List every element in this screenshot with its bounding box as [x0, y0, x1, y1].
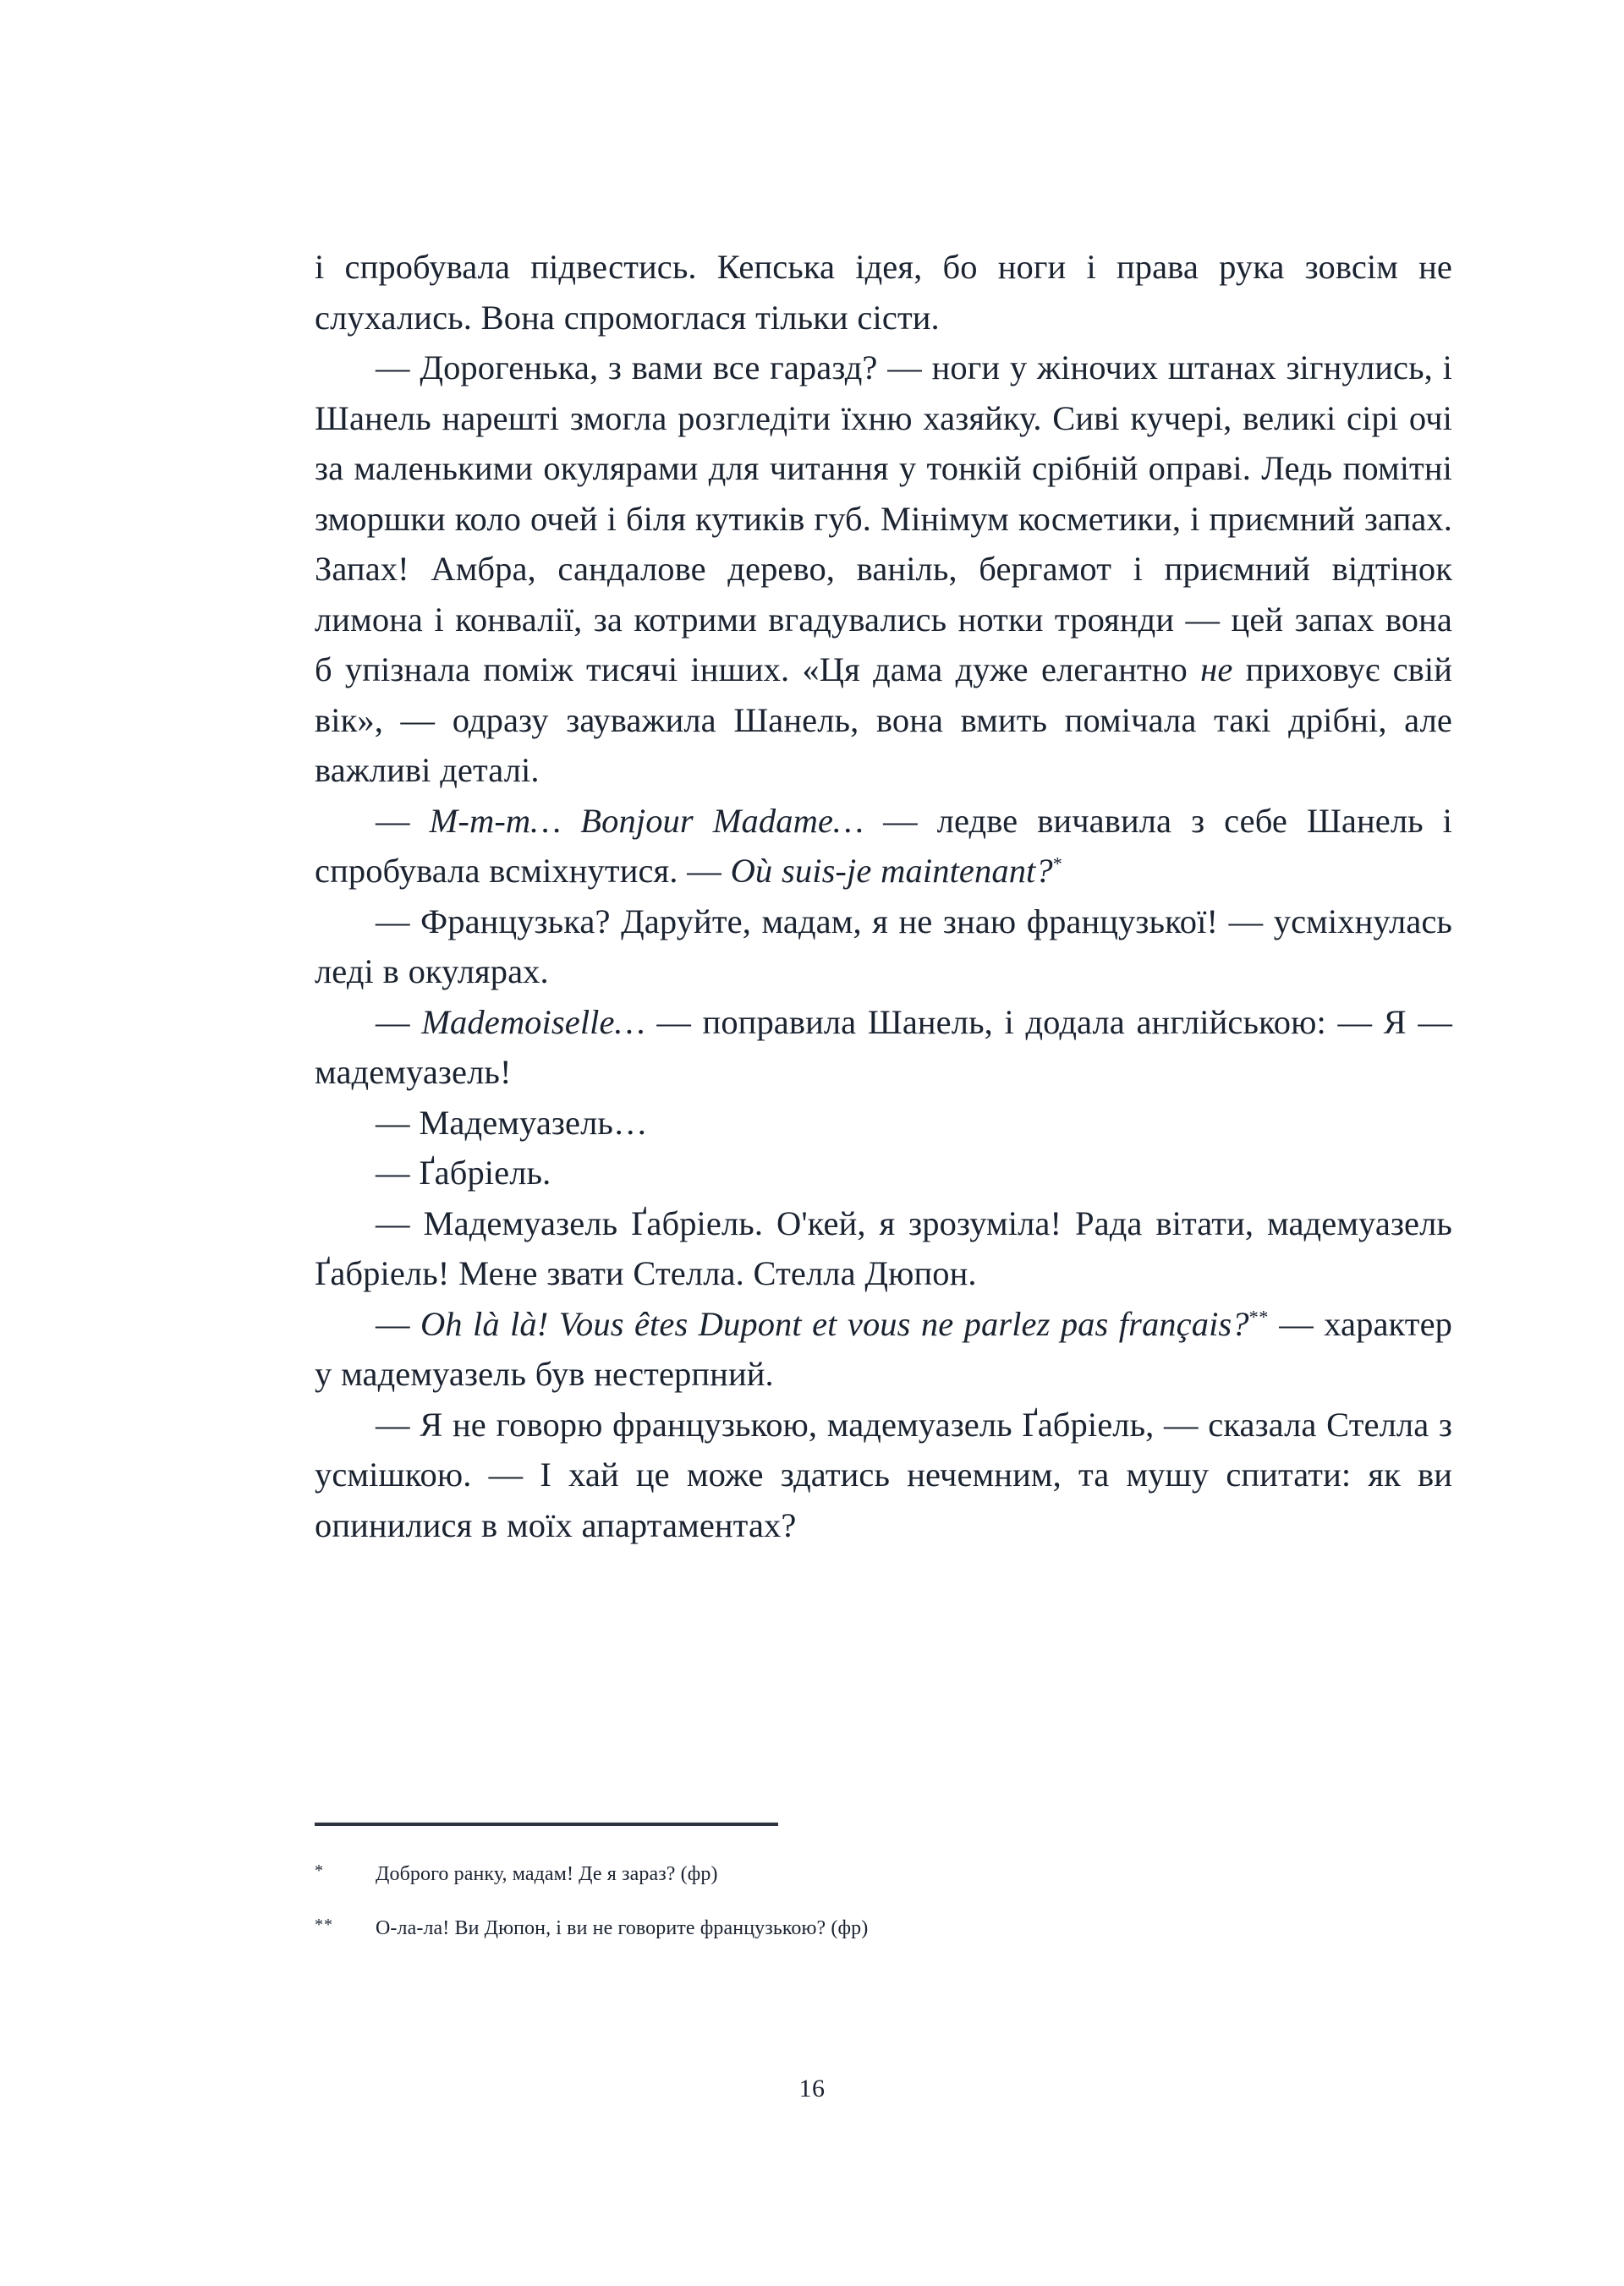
body-paragraph — [315, 242, 1452, 343]
body-paragraph — [315, 796, 1452, 896]
italic-phrase: Mademoiselle… — [421, 1002, 645, 1041]
italic-phrase: Où suis-je maintenant? — [730, 852, 1053, 890]
text-run: — Мадемуазель Ґабріель. О'кей, я зрозуміла! Рада вітати, мадемуазель Ґабріель! Мене звати Стелла. Стелла Дюпон. — [315, 1203, 1452, 1292]
italic-phrase: M-m-m… Bonjour Madame… — [429, 801, 864, 840]
page-number: 16 — [798, 2075, 826, 2102]
text-run: приховує свій вік», — одразу зауважила Шанель, вона вмить помічала такі дрібні, але важливі деталі. — [315, 650, 1452, 789]
footnote-area — [315, 1823, 1452, 1968]
body-paragraph — [315, 1299, 1452, 1400]
body-paragraph — [315, 1098, 1452, 1148]
footnote-marker: * — [315, 1861, 324, 1880]
footnote-text: Доброго ранку, мадам! Де я зараз? (фр) — [376, 1863, 718, 1885]
text-run: — Я не говорю французькою, мадемуазель Ґабріель, — сказала Стелла з усмішкою. — І хай це може здатись нечемним, та мушу спитати: як ви опинилися в моїх апартаментах? — [315, 1405, 1452, 1544]
body-paragraph — [315, 997, 1452, 1098]
text-run: — Французька? Даруйте, мадам, я не знаю французької! — усміхнулась леді в окулярах. — [315, 902, 1452, 990]
body-paragraph — [315, 1198, 1452, 1299]
footnote-item — [315, 1860, 1452, 1889]
body-text-block — [315, 242, 1452, 1550]
italic-phrase: не — [1200, 650, 1233, 688]
body-paragraph — [315, 1400, 1452, 1551]
footnote-item — [315, 1914, 1452, 1943]
text-run: — — [376, 1304, 420, 1343]
text-run: — Мадемуазель… — [376, 1103, 648, 1142]
footnote-text: О-ла-ла! Ви Дюпон, і ви не говорите французькою? (фр) — [376, 1917, 869, 1939]
text-run: — характер у мадемуазель був нестерпний. — [315, 1304, 1453, 1393]
footnote-reference: ** — [1248, 1306, 1269, 1327]
text-run: — Дорогенька, з вами все гаразд? — ноги у жіночих штанах зігнулись, і Шанель нарешті змогла розгледіти їхню хазяйку. Сиві кучері, великі сірі очі за маленькими окулярами для читання у тонкій срібній оправі. Ледь помітні зморшки коло очей і біля кутиків губ. Мінімум косметики, і приємний запах. Запах! Амбра, сандалове дерево, ваніль, бергамот і приємний відтінок лимона і конвалії, за котрими вгадувались нотки троянди — цей запах вона б упізнала поміж тисячі інших. «Ця дама дуже елегантно — [315, 348, 1452, 688]
text-run: — поправила Шанель, і додала англійською: — Я — мадемуазель! — [315, 1002, 1452, 1091]
text-run: — Ґабріель. — [376, 1154, 551, 1192]
footnote-list — [315, 1860, 1452, 1943]
footnote-separator-rule — [315, 1823, 778, 1826]
body-paragraph — [315, 343, 1452, 796]
text-run: — — [376, 801, 430, 840]
footnote-reference: * — [1052, 852, 1063, 874]
text-run: — — [376, 1002, 422, 1041]
footnote-marker: ** — [315, 1916, 333, 1934]
text-run: — ледве вичавила з себе Шанель і спробувала всміхнутися. — — [315, 801, 1453, 890]
body-paragraph — [315, 896, 1452, 997]
body-paragraph — [315, 1148, 1452, 1198]
text-run: і спробувала підвестись. Кепська ідея, бо ноги і права рука зовсім не слухались. Вона спромоглася тільки сісти. — [315, 248, 1452, 337]
italic-phrase: Oh là là! Vous êtes Dupont et vous ne parlez pas français? — [420, 1304, 1249, 1343]
